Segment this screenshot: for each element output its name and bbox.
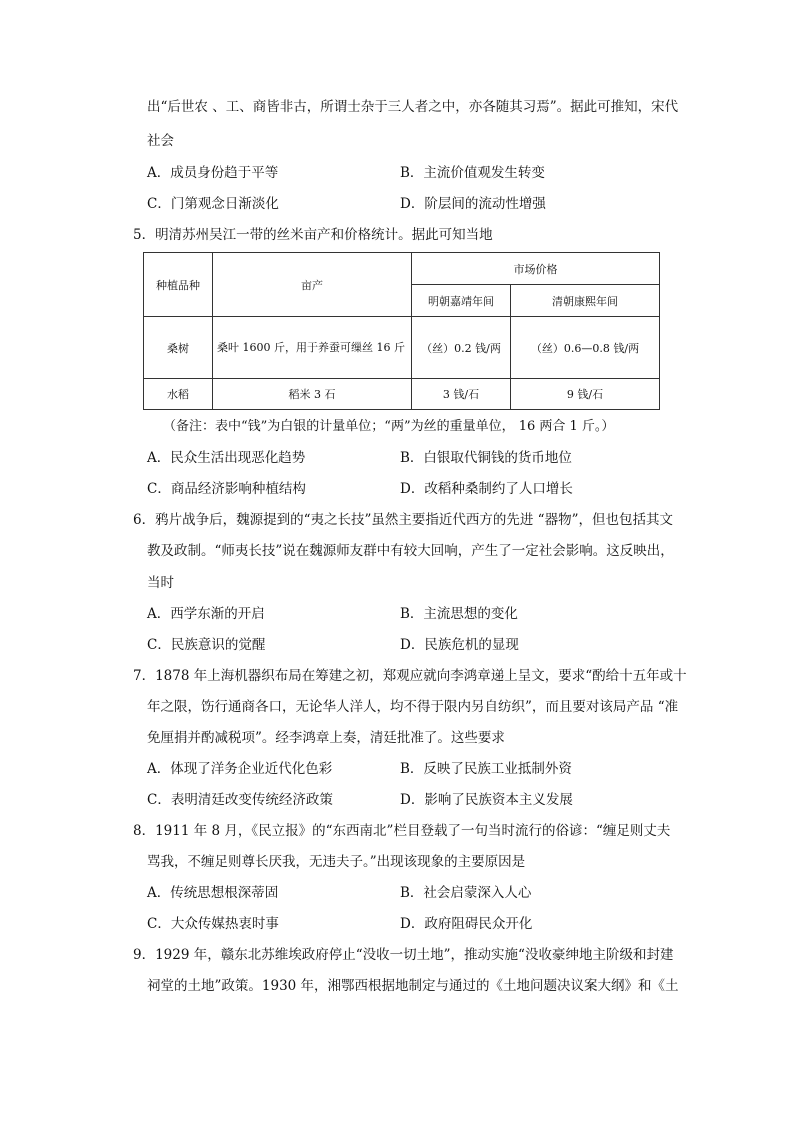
q5-stem: 5．明清苏州吴江一带的丝米亩产和价格统计。据此可知当地 xyxy=(133,227,493,243)
table-header-qing: 清朝康熙年间 xyxy=(511,285,660,317)
table-header-market: 市场价格 xyxy=(412,253,660,285)
q5-option-b: B．白银取代铜钱的货币地位 xyxy=(400,450,572,466)
q4-option-a: A．成员身份趋于平等 xyxy=(147,165,279,181)
q5-option-d: D．改稻种桑制约了人口增长 xyxy=(400,481,573,497)
q4-option-b: B．主流价值观发生转变 xyxy=(400,165,545,181)
table-header-yield: 亩产 xyxy=(213,253,412,317)
q8-option-d: D．政府阻碍民众开化 xyxy=(400,916,533,932)
q8-option-a: A．传统思想根深蒂固 xyxy=(147,885,279,901)
table-cell-crop: 水稻 xyxy=(144,379,213,410)
table-header-crop: 种植品种 xyxy=(144,253,213,317)
q9-line2: 祠堂的土地”政策。1930 年，湘鄂西根据地制定与通过的《土地问题决议案大纲》和《土 xyxy=(147,978,679,994)
q6-line1: 6．鸦片战争后，魏源提到的“夷之长技”虽然主要指近代西方的先进 “器物”，但也包括其文 xyxy=(133,512,673,528)
q6-option-d: D．民族危机的显现 xyxy=(400,637,519,653)
table-cell-yield: 桑叶 1600 斤，用于养蚕可缫丝 16 斤 xyxy=(213,317,412,379)
q6-option-b: B．主流思想的变化 xyxy=(400,606,518,622)
q4-line1: 出“后世农 、工、商皆非古，所谓士杂于三人者之中，亦各随其习焉”。据此可推知，宋代 xyxy=(147,99,679,115)
q4-option-c: C．门第观念日渐淡化 xyxy=(147,196,279,212)
q7-option-a: A．体现了洋务企业近代化色彩 xyxy=(147,761,333,777)
table-header-ming: 明朝嘉靖年间 xyxy=(412,285,511,317)
table-cell-ming-price: （丝）0.2 钱/两 xyxy=(412,317,511,379)
q7-option-c: C．表明清廷改变传统经济政策 xyxy=(147,792,333,808)
yield-price-table xyxy=(143,252,660,410)
q7-line3: 免厘捐并酌减税项”。经李鸿章上奏，清廷批准了。这些要求 xyxy=(147,730,505,746)
q5-option-a: A．民众生活出现恶化趋势 xyxy=(147,450,306,466)
q6-option-a: A．西学东渐的开启 xyxy=(147,606,265,622)
q4-line2: 社会 xyxy=(147,133,174,149)
q6-line2: 教及政制。“师夷长技”说在魏源师友群中有较大回响，产生了一定社会影响。这反映出， xyxy=(147,543,674,559)
q9-line1: 9．1929 年，赣东北苏维埃政府停止“没收一切土地”，推动实施“没收豪绅地主阶级和封建 xyxy=(133,947,674,963)
table-cell-qing-price: 9 钱/石 xyxy=(511,379,660,410)
table-cell-qing-price: （丝）0.6—0.8 钱/两 xyxy=(511,317,660,379)
q7-option-b: B．反映了民族工业抵制外资 xyxy=(400,761,572,777)
table-cell-yield: 稻米 3 石 xyxy=(213,379,412,410)
table-cell-crop: 桑树 xyxy=(144,317,213,379)
q4-option-d: D．阶层间的流动性增强 xyxy=(400,196,546,212)
q6-option-c: C．民族意识的觉醒 xyxy=(147,637,266,653)
q8-line1: 8．1911 年 8 月，《民立报》的“东西南北”栏目登载了一句当时流行的俗谚：“缠足则丈夫 xyxy=(133,823,671,839)
q7-line1: 7．1878 年上海机器织布局在筹建之初，郑观应就向李鸿章递上呈文，要求“酌给十五年或十 xyxy=(133,668,687,684)
table-note: （备注：表中“钱”为白银的计量单位；“两”为丝的重量单位， 16 两合 1 斤。） xyxy=(163,419,615,434)
q8-option-c: C．大众传媒热衷时事 xyxy=(147,916,279,932)
q8-line2: 骂我，不缠足则尊长厌我，无违夫子。”出现该现象的主要原因是 xyxy=(147,854,526,870)
table-cell-ming-price: 3 钱/石 xyxy=(412,379,511,410)
q7-line2: 年之限，饬行通商各口，无论华人洋人，均不得于限内另自纺织”，而且要对该局产品 “准 xyxy=(147,699,679,715)
q5-option-c: C．商品经济影响种植结构 xyxy=(147,481,306,497)
q6-line3: 当时 xyxy=(147,575,174,591)
q7-option-d: D．影响了民族资本主义发展 xyxy=(400,792,573,808)
q8-option-b: B．社会启蒙深入人心 xyxy=(400,885,532,901)
